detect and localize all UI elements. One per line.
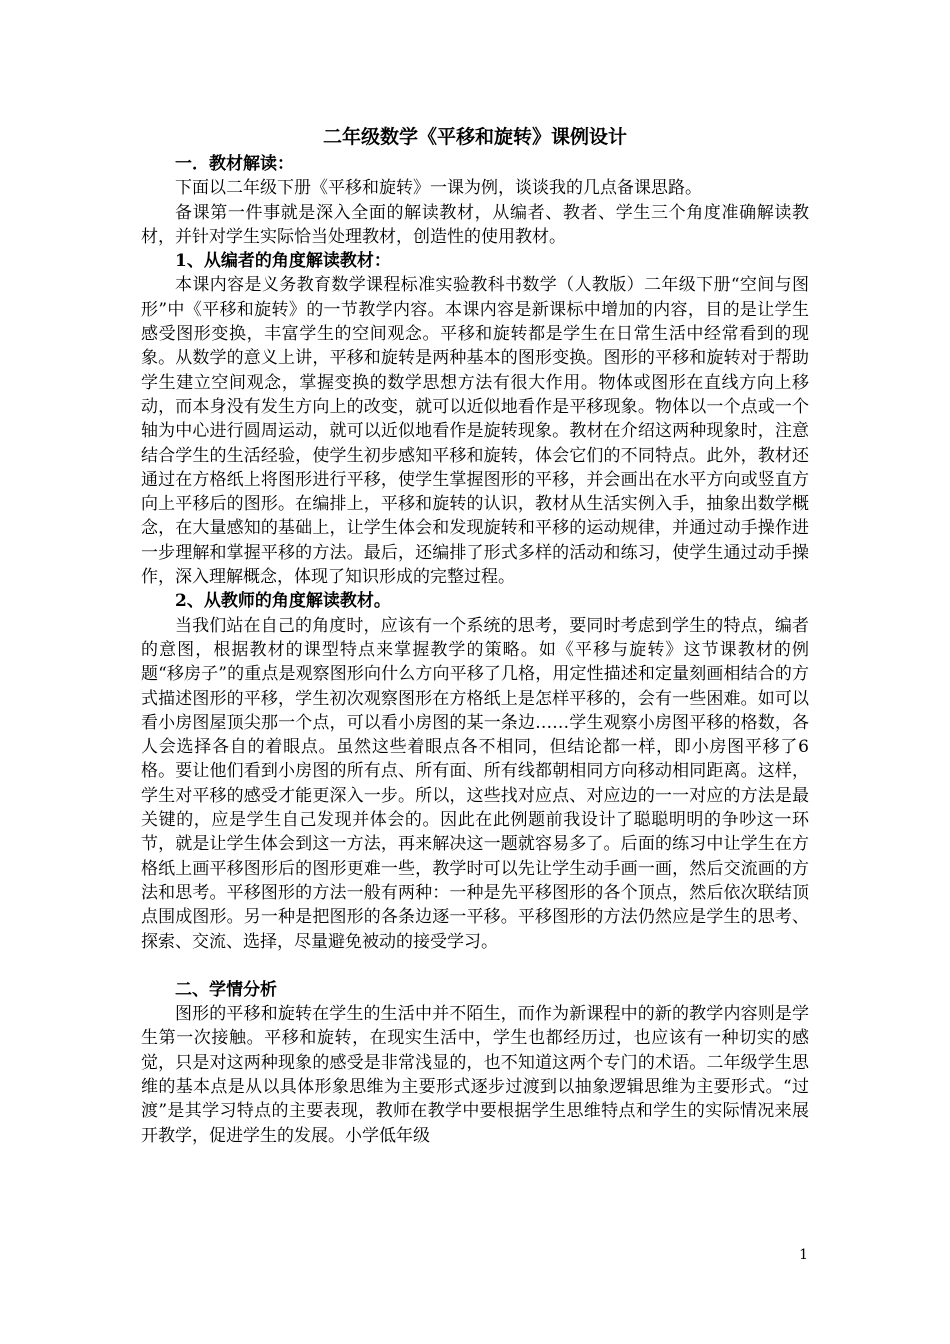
paragraph: 本课内容是义务教育数学课程标准实验教科书数学（人教版）二年级下册“空间与图形”中《平移和旋转》的一节教学内容。本课内容是新课标中增加的内容，目的是让学生感受图形变换，丰富学生的空间观念。平移和旋转都是学生在日常生活中经常看到的现象。从数学的意义上讲，平移和旋转是两种基本的图形变换。图形的平移和旋转对于帮助学生建立空间观念，掌握变换的数学思想方法有很大作用。物体或图形在直线方向上移动，而本身没有发生方向上的改变，就可以近似地看作是平移现象。物体以一个点或一个轴为中心进行圆周运动，就可以近似地看作是旋转现象。教材在介绍这两种现象时，注意结合学生的生活经验，使学生初步感知平移和旋转，体会它们的不同特点。此外，教材还通过在方格纸上将图形进行平移，使学生掌握图形的平移，并会画出在水平方向或竖直方向上平移后的图形。在编排上，平移和旋转的认识，教材从生活实例入手，抽象出数学概念，在大量感知的基础上，让学生体会和发现旋转和平移的运动规律，并通过动手操作进一步理解和掌握平移的方法。最后，还编排了形式多样的活动和练习，使学生通过动手操作，深入理解概念，体现了知识形成的完整过程。 bbox=[141, 275, 809, 588]
paragraph: 备课第一件事就是深入全面的解读教材，从编者、教者、学生三个角度准确解读教材，并针对学生实际恰当处理教材，创造性的使用教材。 bbox=[141, 202, 809, 247]
paragraph: 下面以二年级下册《平移和旋转》一课为例，谈谈我的几点备课思路。 bbox=[175, 178, 702, 199]
paragraph: 图形的平移和旋转在学生的生活中并不陌生，而作为新课程中的新的教学内容则是学生第一次接触。平移和旋转，在现实生活中，学生也都经历过，也应该有一种切实的感觉，只是对这两种现象的感受是非常浅显的，也不知道这两个专门的术语。二年级学生思维的基本点是从以具体形象思维为主要形式逐步过渡到以抽象逻辑思维为主要形式。“过渡”是其学习特点的主要表现，教师在教学中要根据学生思维特点和学生的实际情况来展开教学，促进学生的发展。小学低年级 bbox=[141, 1004, 809, 1146]
section-heading-textbook-reading: 一．教材解读： bbox=[175, 154, 294, 174]
document-body bbox=[141, 122, 809, 1148]
paragraph: 当我们站在自己的角度时，应该有一个系统的思考，要同时考虑到学生的特点，编者的意图，根据教材的课型特点来掌握教学的策略。如《平移与旋转》这节课教材的例题“移房子”的重点是观察图形向什么方向平移了几格，用定性描述和定量刻画相结合的方式描述图形的平移，学生初次观察图形在方格纸上是怎样平移的，会有一些困难。如可以看小房图屋顶尖那一个点，可以看小房图的某一条边……学生观察小房图平移的格数，各人会选择各自的着眼点。虽然这些着眼点各不相同，但结论都一样，即小房图平移了6格。要让他们看到小房图的所有点、所有面、所有线都朝相同方向移动相同距离。这样，学生对平移的感受才能更深入一步。所以，这些找对应点、对应边的一一对应的方法是最关键的，应是学生自己发现并体会的。因此在此例题前我设计了聪聪明明的争吵这一环节，就是让学生体会到这一方法，再来解决这一题就容易多了。后面的练习中让学生在方格纸上画平移图形后的图形更难一些，教学时可以先让学生动手画一画，然后交流画的方法和思考。平移图形的方法一般有两种：一种是先平移图形的各个顶点，然后依次联结顶点围成图形。另一种是把图形的各条边逐一平移。平移图形的方法仍然应是学生的思考、探索、交流、选择，尽量避免被动的接受学习。 bbox=[141, 615, 809, 952]
document-title: 二年级数学《平移和旋转》课例设计 bbox=[322, 126, 627, 148]
section-heading-student-analysis: 二、学情分析 bbox=[175, 979, 277, 1000]
section-heading-teacher-perspective: 2、从教师的角度解读教材。 bbox=[175, 591, 391, 612]
page-number: 1 bbox=[799, 1247, 808, 1263]
section-heading-editor-perspective: 1、从编者的角度解读教材： bbox=[175, 251, 391, 272]
blank-line bbox=[141, 954, 809, 978]
